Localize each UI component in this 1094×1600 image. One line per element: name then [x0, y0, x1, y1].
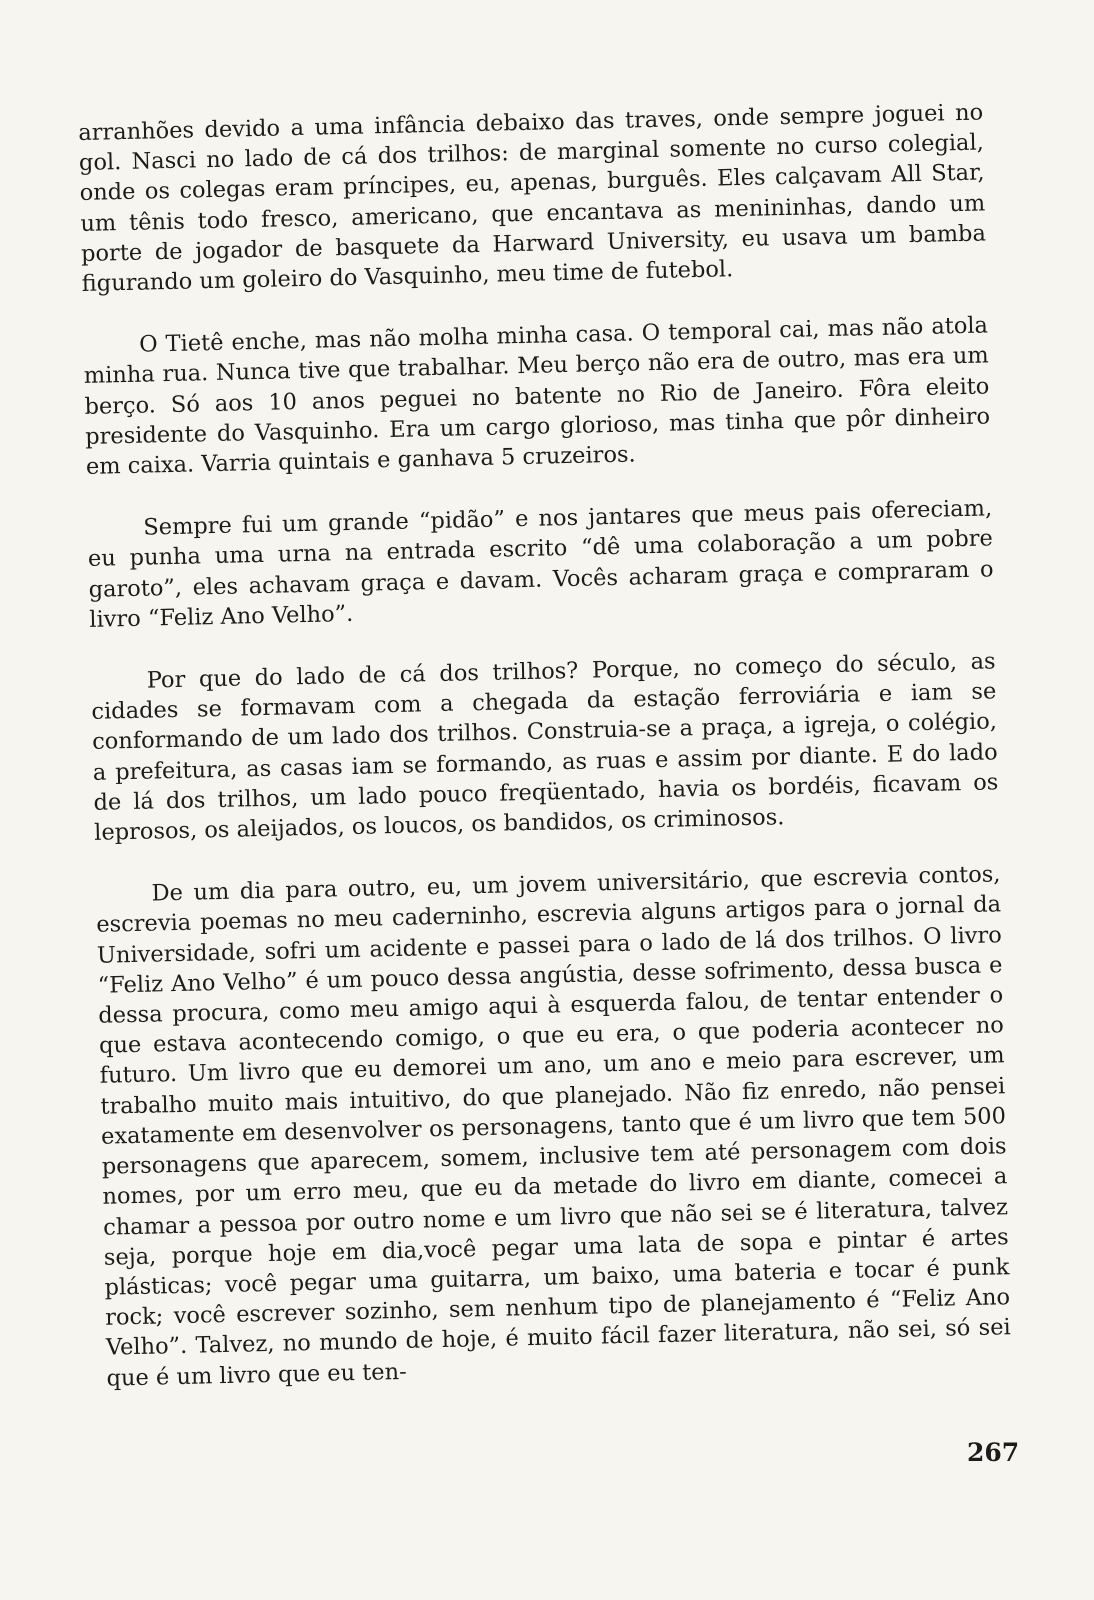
page-number: 267 — [967, 1438, 1020, 1467]
paragraph-3: Sempre fui um grande “pidão” e nos jantares que meus pais ofereciam, eu punha uma urna na entrada escrito “dê uma colaboração a um pobre garoto”, eles achavam graça e davam. Vocês acharam graça e compraram o livro “Feliz Ano Velho”. — [87, 495, 994, 633]
body-text — [78, 97, 1012, 1425]
paragraph-5: De um dia para outro, eu, um jovem universitário, que escrevia contos, escrevia poemas no meu caderninho, escrevia alguns artigos para o jornal da Universidade, sofri um acidente e passei para o lado de lá dos trilhos. O livro “Feliz Ano Velho” é um pouco dessa angústia, desse sofrimento, dessa busca e dessa procura, como meu amigo aqui à esquerda falou, de tentar entender o que estava acontecendo comigo, o que eu era, o que poderia acontecer no futuro. Um livro que eu demorei um ano, um ano e meio para escrever, um trabalho muito mais intuitivo, do que planejado. Não fiz enredo, não pensei exatamente em desenvolver os personagens, tanto que é um livro que tem 500 personagens que aparecem, somem, inclusive tem até personagem com dois nomes, por um erro meu, que eu da metade do livro em diante, comecei a chamar a pessoa por outro nome e um livro que não sei se é literatura, talvez seja, porque hoje em dia,você pegar uma lata de sopa e pintar é artes plásticas; você pegar uma guitarra, um baixo, uma bateria e tocar é punk rock; você escrever sozinho, sem nenhum tipo de planejamento é “Feliz Ano Velho”. Talvez, no mundo de hoje, é muito fácil fazer literatura, não sei, só sei que é um livro que eu ten- — [96, 861, 1011, 1392]
paragraph-2: O Tietê enche, mas não molha minha casa. O temporal cai, mas não atola minha rua. Nunca tive que trabalhar. Meu berço não era de outro, mas era um berço. Só aos 10 anos peguei no batente no Rio de Janeiro. Fôra eleito presidente do Vasquinho. Era um cargo glorioso, mas tinha que pôr dinheiro em caixa. Varria quintais e ganhava 5 cruzeiros. — [83, 312, 991, 480]
paragraph-1: arranhões devido a uma infância debaixo das traves, onde sempre joguei no gol. Nasci no lado de cá dos trilhos: de marginal somente no curso colegial, onde os colegas eram príncipes, eu, apenas, burguês. Eles calçavam All Star, um tênis todo fresco, americano, que encantava as menininhas, dando um porte de jogador de basquete da Harward University, eu usava um bamba figurando um goleiro do Vasquinho, meu time de futebol. — [78, 99, 987, 297]
paragraph-4: Por que do lado de cá dos trilhos? Porque, no começo do século, as cidades se formavam com a chegada da estação ferroviária e iam se conformando de um lado dos trilhos. Construia-se a praça, a igreja, o colégio, a prefeitura, as casas iam se formando, as ruas e assim por diante. E do lado de lá dos trilhos, um lado pouco freqüentado, havia os bordéis, ficavam os leprosos, os aleijados, os loucos, os bandidos, os criminosos. — [91, 648, 999, 846]
